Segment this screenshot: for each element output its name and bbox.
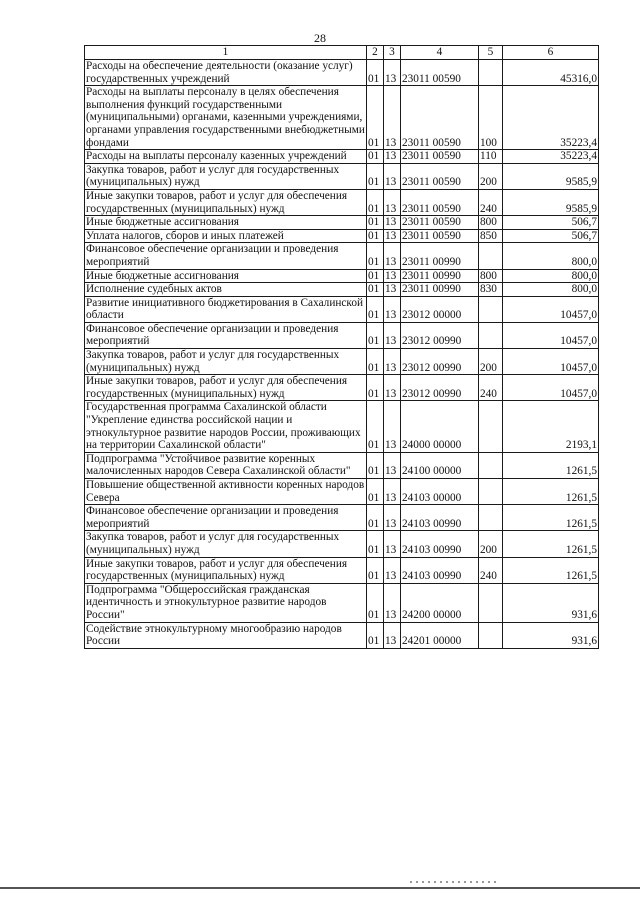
row-amount: 931,6 (503, 583, 599, 622)
row-expense-type: 830 (479, 283, 503, 297)
row-expense-type: 850 (479, 229, 503, 243)
row-target-code: 24103 00990 (401, 557, 479, 583)
row-name: Подпрограмма "Устойчивое развитие коренных малочисленных народов Севера Сахалинской области" (85, 452, 367, 478)
row-name: Исполнение судебных актов (85, 283, 367, 297)
table-row (85, 557, 599, 583)
row-subsection: 13 (384, 243, 401, 269)
row-target-code: 23011 00990 (401, 283, 479, 297)
table-row (85, 150, 599, 164)
row-section: 01 (367, 479, 384, 505)
row-subsection: 13 (384, 163, 401, 189)
row-name: Иные бюджетные ассигнования (85, 216, 367, 230)
row-section: 01 (367, 531, 384, 557)
row-subsection: 13 (384, 505, 401, 531)
row-name: Финансовое обеспечение организации и проведения мероприятий (85, 505, 367, 531)
row-amount: 506,7 (503, 216, 599, 230)
row-name: Финансовое обеспечение организации и проведения мероприятий (85, 322, 367, 348)
row-target-code: 23011 00990 (401, 269, 479, 283)
table-row (85, 229, 599, 243)
row-expense-type: 200 (479, 349, 503, 375)
row-expense-type: 110 (479, 150, 503, 164)
row-expense-type (479, 401, 503, 452)
row-name: Расходы на выплаты персоналу казенных учреждений (85, 150, 367, 164)
row-section: 01 (367, 296, 384, 322)
row-section: 01 (367, 349, 384, 375)
row-section: 01 (367, 401, 384, 452)
row-section: 01 (367, 557, 384, 583)
row-amount: 45316,0 (503, 60, 599, 86)
row-section: 01 (367, 163, 384, 189)
row-section: 01 (367, 269, 384, 283)
row-section: 01 (367, 622, 384, 648)
row-subsection: 13 (384, 401, 401, 452)
row-subsection: 13 (384, 622, 401, 648)
row-amount: 2193,1 (503, 401, 599, 452)
row-name: Иные закупки товаров, работ и услуг для обеспечения государственных (муниципальных) нужд (85, 557, 367, 583)
row-expense-type: 240 (479, 189, 503, 215)
row-amount: 35223,4 (503, 150, 599, 164)
row-amount: 1261,5 (503, 531, 599, 557)
row-subsection: 13 (384, 479, 401, 505)
row-amount: 10457,0 (503, 375, 599, 401)
row-amount: 9585,9 (503, 189, 599, 215)
row-expense-type (479, 322, 503, 348)
row-subsection: 13 (384, 216, 401, 230)
row-section: 01 (367, 189, 384, 215)
row-expense-type (479, 479, 503, 505)
row-amount: 10457,0 (503, 322, 599, 348)
row-subsection: 13 (384, 296, 401, 322)
row-subsection: 13 (384, 349, 401, 375)
row-expense-type (479, 452, 503, 478)
row-name: Подпрограмма "Общероссийская гражданская идентичность и этнокультурное развитие народов России" (85, 583, 367, 622)
row-amount: 1261,5 (503, 479, 599, 505)
row-target-code: 23012 00990 (401, 375, 479, 401)
row-section: 01 (367, 505, 384, 531)
row-expense-type: 800 (479, 269, 503, 283)
row-target-code: 23011 00590 (401, 86, 479, 150)
table-row (85, 283, 599, 297)
budget-table (84, 45, 599, 649)
row-target-code: 24000 00000 (401, 401, 479, 452)
row-amount: 10457,0 (503, 349, 599, 375)
row-section: 01 (367, 322, 384, 348)
row-target-code: 24100 00000 (401, 452, 479, 478)
table-header-row (85, 46, 599, 60)
row-section: 01 (367, 229, 384, 243)
row-name: Иные закупки товаров, работ и услуг для обеспечения государственных (муниципальных) нужд (85, 189, 367, 215)
row-expense-type: 200 (479, 163, 503, 189)
row-section: 01 (367, 216, 384, 230)
row-amount: 506,7 (503, 229, 599, 243)
row-name: Закупка товаров, работ и услуг для государственных (муниципальных) нужд (85, 163, 367, 189)
row-target-code: 23011 00590 (401, 216, 479, 230)
row-subsection: 13 (384, 283, 401, 297)
row-subsection: 13 (384, 60, 401, 86)
row-target-code: 24103 00990 (401, 531, 479, 557)
row-subsection: 13 (384, 583, 401, 622)
row-subsection: 13 (384, 229, 401, 243)
row-amount: 1261,5 (503, 505, 599, 531)
row-target-code: 23012 00990 (401, 322, 479, 348)
table-row (85, 452, 599, 478)
row-expense-type: 200 (479, 531, 503, 557)
table-row (85, 531, 599, 557)
row-target-code: 23012 00000 (401, 296, 479, 322)
row-subsection: 13 (384, 531, 401, 557)
row-amount: 800,0 (503, 243, 599, 269)
row-target-code: 23011 00990 (401, 243, 479, 269)
row-target-code: 24103 00000 (401, 479, 479, 505)
table-row (85, 622, 599, 648)
row-section: 01 (367, 86, 384, 150)
row-name: Закупка товаров, работ и услуг для государственных (муниципальных) нужд (85, 349, 367, 375)
row-subsection: 13 (384, 375, 401, 401)
row-subsection: 13 (384, 189, 401, 215)
header-col-section: 2 (367, 46, 384, 60)
row-target-code: 23011 00590 (401, 163, 479, 189)
row-amount: 1261,5 (503, 452, 599, 478)
row-name: Закупка товаров, работ и услуг для государственных (муниципальных) нужд (85, 531, 367, 557)
table-row (85, 505, 599, 531)
row-name: Расходы на выплаты персоналу в целях обеспечения выполнения функций государственными (муниципальными) органами, казенными учреждениями, органами управления государственными внебюджетными фондами (86, 86, 365, 149)
row-section: 01 (367, 60, 384, 86)
scan-edge-line (0, 887, 640, 889)
row-name: Содействие этнокультурному многообразию народов России (85, 622, 367, 648)
header-col-target-code: 4 (401, 46, 479, 60)
row-name: Финансовое обеспечение организации и проведения мероприятий (85, 243, 367, 269)
header-col-amount: 6 (503, 46, 599, 60)
row-name: Повышение общественной активности коренных народов Севера (85, 479, 367, 505)
row-section: 01 (367, 452, 384, 478)
row-expense-type (479, 296, 503, 322)
scan-artifact (410, 881, 500, 883)
row-subsection: 13 (384, 269, 401, 283)
table-row (85, 322, 599, 348)
row-target-code: 23012 00990 (401, 349, 479, 375)
table-row (85, 479, 599, 505)
row-expense-type (479, 243, 503, 269)
row-expense-type (479, 60, 503, 86)
table-row (85, 216, 599, 230)
table-row (85, 296, 599, 322)
row-name: Иные бюджетные ассигнования (85, 269, 367, 283)
row-expense-type: 240 (479, 557, 503, 583)
table-body (85, 60, 599, 649)
row-subsection: 13 (384, 86, 401, 150)
row-subsection: 13 (384, 557, 401, 583)
table-row (85, 583, 599, 622)
table-row (85, 401, 599, 452)
header-col-subsection: 3 (384, 46, 401, 60)
row-amount: 800,0 (503, 269, 599, 283)
row-name: Уплата налогов, сборов и иных платежей (85, 229, 367, 243)
row-amount: 931,6 (503, 622, 599, 648)
page-number: 28 (314, 31, 326, 45)
row-target-code: 23011 00590 (401, 229, 479, 243)
row-expense-type: 100 (479, 86, 503, 150)
table-row (85, 349, 599, 375)
row-target-code: 23011 00590 (401, 150, 479, 164)
row-amount: 10457,0 (503, 296, 599, 322)
row-section: 01 (367, 243, 384, 269)
table-row (85, 243, 599, 269)
table-row (85, 60, 599, 86)
row-section: 01 (367, 150, 384, 164)
row-section: 01 (367, 375, 384, 401)
row-amount: 35223,4 (503, 86, 599, 150)
row-section: 01 (367, 283, 384, 297)
row-target-code: 24200 00000 (401, 583, 479, 622)
row-name: Иные закупки товаров, работ и услуг для обеспечения государственных (муниципальных) нужд (85, 375, 367, 401)
row-name: Государственная программа Сахалинской области "Укрепление единства российской нации и этнокультурное развитие народов России, проживающих на территории Сахалинской области" (85, 401, 367, 452)
header-col-expense-type: 5 (479, 46, 503, 60)
row-subsection: 13 (384, 452, 401, 478)
row-amount: 9585,9 (503, 163, 599, 189)
table-row (85, 163, 599, 189)
row-expense-type (479, 505, 503, 531)
table-row (85, 269, 599, 283)
row-name: Расходы на обеспечение деятельности (оказание услуг) государственных учреждений (85, 60, 367, 86)
table-row (85, 86, 599, 150)
row-amount: 800,0 (503, 283, 599, 297)
row-target-code: 24201 00000 (401, 622, 479, 648)
row-expense-type (479, 583, 503, 622)
row-expense-type: 240 (479, 375, 503, 401)
row-subsection: 13 (384, 150, 401, 164)
row-expense-type (479, 622, 503, 648)
table-row (85, 189, 599, 215)
row-amount: 1261,5 (503, 557, 599, 583)
row-target-code: 23011 00590 (401, 60, 479, 86)
header-col-name: 1 (85, 46, 367, 60)
row-target-code: 24103 00990 (401, 505, 479, 531)
table-row (85, 375, 599, 401)
row-section: 01 (367, 583, 384, 622)
row-expense-type: 800 (479, 216, 503, 230)
row-name: Развитие инициативного бюджетирования в Сахалинской области (85, 296, 367, 322)
row-subsection: 13 (384, 322, 401, 348)
row-target-code: 23011 00590 (401, 189, 479, 215)
